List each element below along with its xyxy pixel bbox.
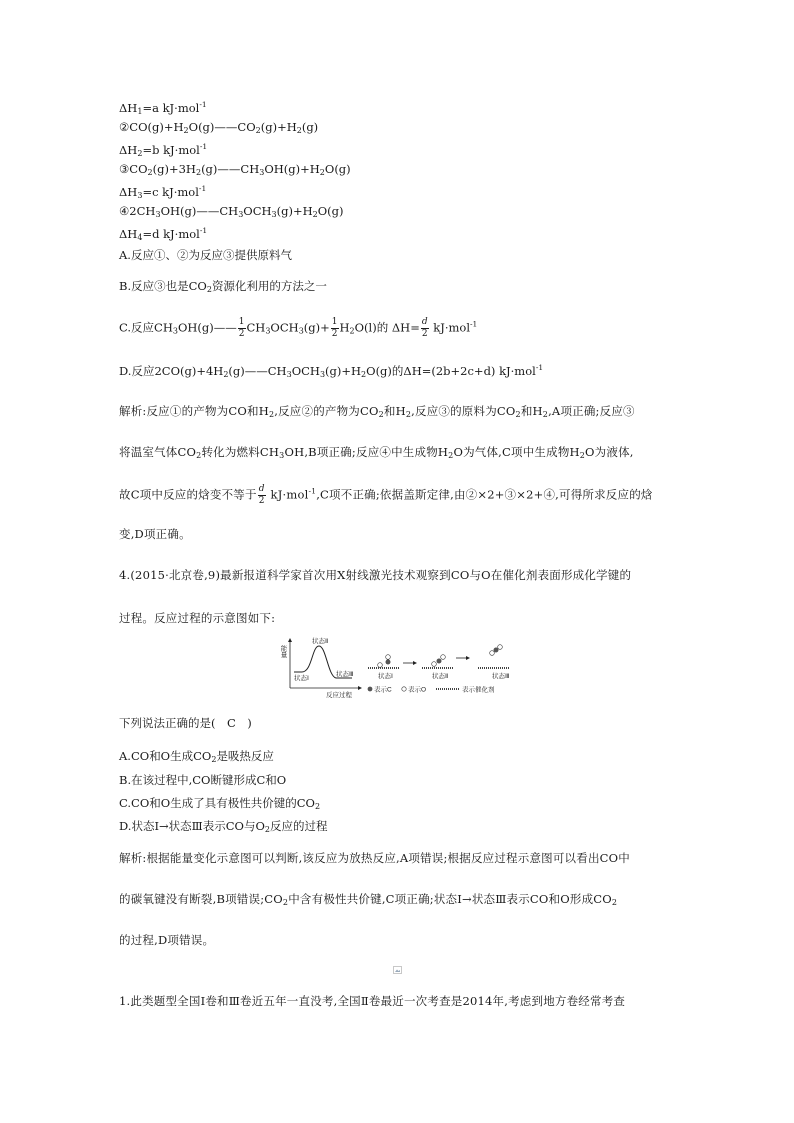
reaction-process-figure (279, 636, 514, 699)
q4-analysis-line2: 的碳氧键没有断裂,B项错误$;CO_2$中含有极性共价键,C项正确;状态Ⅰ→状态Ⅲ表示CO和O形成$CO_2$ (119, 892, 618, 907)
eq-r4: $④2CH_3OH(g)——CH_3OCH_3(g)+H_2O(g)$ (119, 204, 344, 219)
note-line1: 1.此类题型全国Ⅰ卷和Ⅲ卷近五年一直没考,全国Ⅱ卷最近一次考查是2014年,考虑到地方卷经常考查 (119, 994, 626, 1008)
q3-analysis-line3: 故C项中反应的焓变不等于 $\frac{d}{2}$ kJ·mol$^{-1}$,C项不正确;依据盖斯定律,由②×2+③×2+④,可得所求反应的焓 (119, 484, 653, 506)
q3-option-c: C.反应$CH_3OH(g)——$ $\frac{1}{2}$ $CH_3OCH_3(g)+$ $\frac{1}{2}$ $H_2O(l)$的 ΔH= $\frac{d}{2}$ kJ·mol$^{-1}$ (119, 317, 478, 339)
q3-analysis-line4: 变,D项正确。 (119, 527, 191, 541)
curve-state2-label: 状态Ⅱ (312, 638, 329, 645)
energy-axis-label: 能量 (279, 645, 287, 658)
q4-stem-line1: 4.(2015·北京卷,9)最新报道科学家首次用X射线激光技术观察到CO与O在催化剂表面形成化学键的 (119, 568, 632, 582)
scene-state2-label: 状态Ⅱ (432, 673, 449, 680)
q4-option-d: D.状态Ⅰ→状态Ⅲ表示CO与$O_2$反应的过程 (119, 819, 328, 834)
legend-catalyst: 表示催化剂 (462, 686, 495, 694)
q4-option-a: A.CO和O生成$CO_2$是吸热反应 (119, 749, 274, 764)
q3-analysis-line1: 解析:反应①的产物为CO和$H_2$,反应②的产物为$CO_2$和$H_2$,反应③的原料为$CO_2$和$H_2,A$项正确;反应③ (119, 404, 635, 419)
eq-dh1: $\Delta H_1=a$ kJ·mol$^{-1}$ (119, 100, 207, 116)
scene-state3-label: 状态Ⅲ (492, 673, 510, 680)
q4-question: 下列说法正确的是( C ) (119, 716, 252, 730)
eq-dh3: $\Delta H_3=c$ kJ·mol$^{-1}$ (119, 184, 207, 200)
eq-r3: $③CO_2(g)+3H_2(g)——CH_3OH(g)+H_2O(g)$ (119, 162, 351, 177)
eq-dh4: $\Delta H_4=d$ kJ·mol$^{-1}$ (119, 226, 208, 242)
q3-option-d: D.反应$2CO(g)+4H_2(g)——CH_3OCH_3(g)+H_2O(g)$的ΔH=(2b+2c+d) kJ·mol$^{-1}$ (119, 363, 544, 379)
legend-carbon: 表示C (374, 686, 392, 694)
q3-option-a: A.反应①、②为反应③提供原料气 (119, 248, 292, 262)
q3-analysis-line2: 将温室气体$CO_2$转化为燃料$CH_3OH,B$项正确;反应④中生成物$H_2O$为气体,C项中生成物$H_2O$为液体, (119, 445, 634, 460)
broken-image-icon (393, 966, 402, 974)
curve-state3-label: 状态Ⅲ (336, 671, 354, 678)
eq-dh2: $\Delta H_2=b$ kJ·mol$^{-1}$ (119, 142, 208, 158)
q4-analysis-line1: 解析:根据能量变化示意图可以判断,该反应为放热反应,A项错误;根据反应过程示意图可以看出CO中 (119, 851, 630, 865)
eq-r2: $②CO(g)+H_2O(g)——CO_2(g)+H_2(g)$ (119, 120, 319, 135)
legend-oxygen: 表示O (408, 686, 427, 694)
x-axis-label: 反应过程 (326, 692, 352, 699)
q4-stem-line2: 过程。反应过程的示意图如下: (119, 611, 276, 625)
q4-analysis-line3: 的过程,D项错误。 (119, 933, 215, 947)
q3-option-b: B.反应③也是$CO_2$资源化利用的方法之一 (119, 279, 327, 294)
q4-option-b: B.在该过程中,CO断键形成C和O (119, 773, 287, 787)
q4-option-c: C.CO和O生成了具有极性共价键的$CO_2$ (119, 796, 321, 811)
scene-state1-label: 状态Ⅰ (378, 673, 393, 680)
curve-state1-label: 状态Ⅰ (294, 675, 309, 682)
